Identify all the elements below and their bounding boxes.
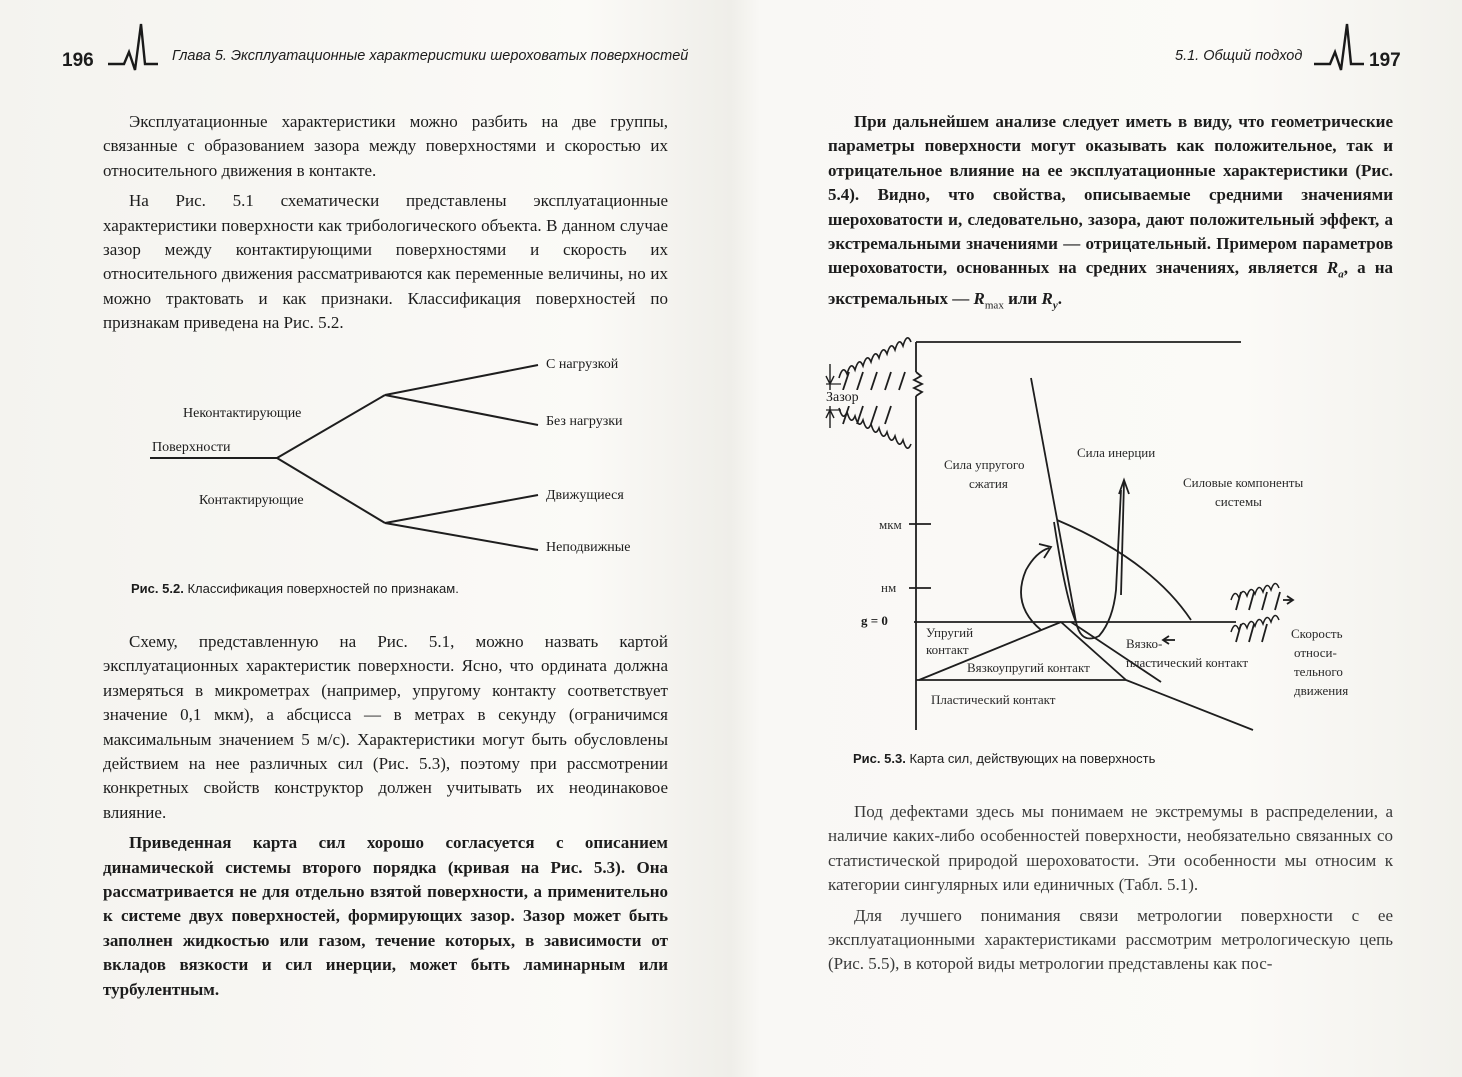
figure-caption-text: Классификация поверхностей по признакам. (187, 581, 459, 596)
tree-branch-bottom-label: Контактирующие (199, 493, 304, 508)
pulse-logo-icon (108, 24, 158, 68)
left-page-number: 196 (62, 50, 94, 71)
right-text-top (828, 110, 1393, 318)
tree-leaf-label: С нагрузкой (546, 357, 619, 372)
g-zero-label: g = 0 (861, 613, 888, 628)
figure-caption-label: Рис. 5.3. (853, 751, 906, 766)
left-text-top (103, 110, 668, 336)
right-page (731, 0, 1462, 1077)
text-run: При дальнейшем анализе следует иметь в виду, что геометрические параметры поверхности могут оказывать как положительное, так и отрицательное влияние на ее эксплуатационные характеристики (Рис. 5.4). Видно, что свойства, описываемые средними значениями шероховатости и, следовательно, зазора, дают положительный эффект, а экстремальными значениями — отрицательный. Примером параметров шероховатости, основанных на средних значениях, является (828, 112, 1393, 278)
text-run: . (1057, 289, 1062, 309)
axis-mkm-label: мкм (879, 517, 902, 532)
velocity-label: движения (1294, 683, 1349, 698)
symbol-R: R (973, 289, 985, 309)
paragraph: На Рис. 5.1 схематически представлены эксплуатационные характеристики поверхности как трибологического объекта. В данном случае зазор между контактирующими поверхностями и скорость их относительного движения рассматриваются как переменные величины, но их можно трактовать и как признаки. Классификация поверхностей по признакам приведена на Рис. 5.2. (103, 191, 668, 333)
text-run: , а на экстремальных — (828, 258, 1393, 309)
subscript-y: y (1052, 299, 1058, 312)
left-text-bottom (103, 630, 668, 1002)
text-run: или (1003, 289, 1042, 309)
inertia-force-label: Сила инерции (1077, 445, 1156, 460)
subscript-max: max (984, 299, 1004, 312)
elastic-force-label: сжатия (969, 476, 1008, 491)
right-text-bottom (828, 800, 1393, 977)
right-section-title: 5.1. Общий подход (1175, 48, 1303, 64)
viscoelastic-label: Вязкоупругий контакт (967, 660, 1090, 675)
right-running-header (731, 42, 1462, 82)
tree-branch-top-label: Неконтактирующие (183, 406, 302, 421)
paragraph: Под дефектами здесь мы понимаем не экстремумы в распределении, а наличие каких-либо особенностей поверхности, необязательно связанных со статистической природой шероховатости. Эти особенности мы относим к категории сингулярных или единичных (Табл. 5.1). (828, 802, 1393, 895)
right-page-number: 197 (1369, 50, 1401, 71)
tree-root-label: Поверхности (152, 440, 231, 455)
velocity-label: тельного (1294, 664, 1343, 679)
system-components-label: системы (1215, 494, 1262, 509)
elastic-contact-label: контакт (926, 642, 969, 657)
figure-caption-5-2 (131, 581, 459, 596)
elastic-force-label: Сила упругого (944, 457, 1025, 472)
figure-caption-label: Рис. 5.2. (131, 581, 184, 596)
tree-leaf-label: Неподвижные (546, 540, 631, 555)
tree-leaf-label: Движущиеся (546, 488, 624, 503)
gap-label: Зазор (826, 390, 859, 405)
pulse-logo-icon (1314, 24, 1364, 68)
paragraph: Схему, представленную на Рис. 5.1, можно назвать картой эксплуатационных характеристик поверхности. Ясно, что ордината должна измеряться в микрометрах (например, упругому контакту соответствует значение 0,1 мкм), а абсцисса — в метрах в секунду (ограничимся максимальным значением 5 м/с). Характеристики могут быть обусловлены действием на нее различных сил (Рис. 5.3), поэтому при рассмотрении конкретных свойств конструктор должен учитывать их неодинаковое влияние. (103, 632, 668, 822)
system-components-label: Силовые компоненты (1183, 475, 1304, 490)
figure-caption-5-3 (853, 751, 1155, 766)
figure-caption-text: Карта сил, действующих на поверхность (909, 751, 1156, 766)
elastic-contact-label: Упругий (926, 625, 974, 640)
paragraph: Для лучшего понимания связи метрологии поверхности с ее эксплуатационными характеристиками рассмотрим метрологическую цепь (Рис. 5.5), в которой виды метрологии представлены как пос- (828, 905, 1393, 974)
viscoplastic-label: пластический контакт (1126, 655, 1249, 670)
symbol-R: R (1041, 289, 1053, 309)
symbol-R: R (1326, 258, 1339, 278)
tree-leaf-label: Без нагрузки (546, 414, 623, 429)
paragraph: Приведенная карта сил хорошо согласуется с описанием динамической системы второго порядка (кривая на Рис. 5.3). Она рассматривается не для отдельно взятой поверхности, а применительно к системе двух поверхностей, формирующих зазор. Зазор может быть заполнен жидкостью или газом, течение которых, в зависимости от вкладов вязкости и сил инерции, может быть ламинарным или турбулентным. (103, 833, 668, 999)
axis-nm-label: нм (881, 580, 897, 595)
left-running-header (0, 42, 731, 82)
left-chapter-title: Глава 5. Эксплуатационные характеристики шероховатых поверхностей (172, 48, 689, 64)
paragraph (828, 110, 1393, 318)
subscript-a: a (1338, 268, 1344, 281)
viscoplastic-label: Вязко- (1126, 636, 1163, 651)
classification-tree-lines (0, 340, 731, 600)
velocity-label: относи- (1294, 645, 1337, 660)
plastic-contact-label: Пластический контакт (931, 692, 1056, 707)
paragraph: Эксплуатационные характеристики можно разбить на две группы, связанные с образованием зазора между поверхностями и скоростью их относительного движения в контакте. (103, 112, 668, 180)
velocity-label: Скорость (1291, 626, 1343, 641)
